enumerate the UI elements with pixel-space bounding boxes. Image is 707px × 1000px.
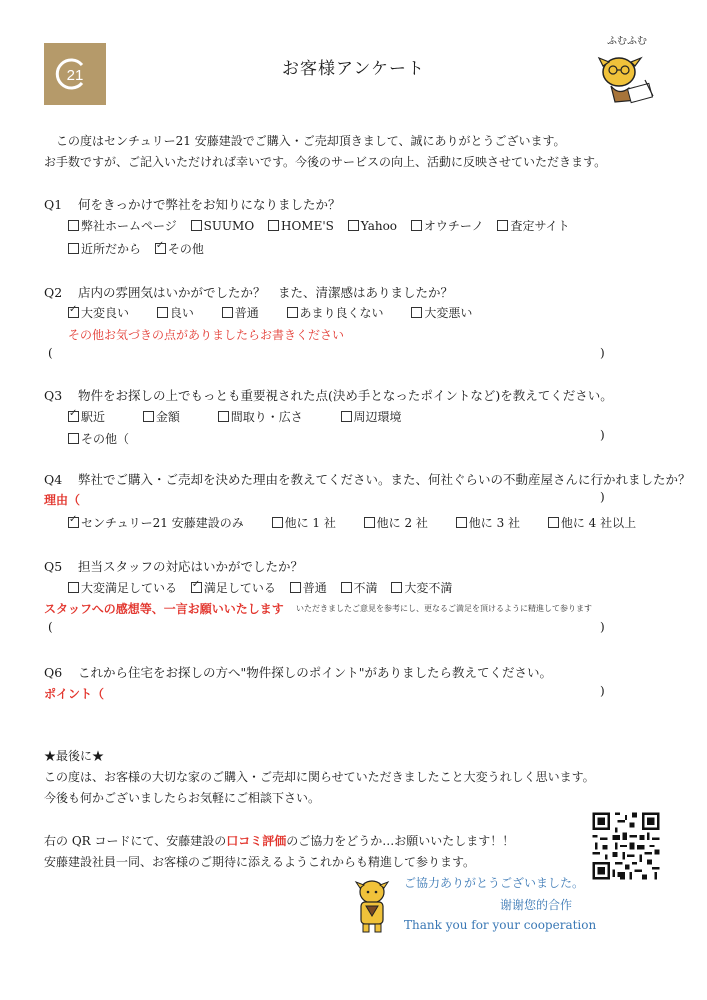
closing-line-4: 安藤建設社員一同、お客様のご期待に添えるようこれからも精進して参ります。 bbox=[44, 855, 476, 869]
q2-option-good[interactable]: 良い bbox=[157, 304, 194, 321]
closing-message bbox=[44, 746, 664, 873]
q5-close-paren: ) bbox=[600, 620, 605, 634]
checkbox[interactable] bbox=[548, 517, 559, 528]
q4-close-paren: ) bbox=[600, 490, 605, 504]
q2-open-paren: ( bbox=[48, 346, 53, 360]
checkbox-checked[interactable] bbox=[68, 517, 79, 528]
q1-option-suumo[interactable]: SUUMO bbox=[191, 219, 255, 233]
closing-line-1: この度は、お客様の大切な家のご購入・ご売却に関らせていただきましたこと大変うれしく思います。 bbox=[44, 770, 595, 784]
q2-option-very-bad[interactable]: 大変悪い bbox=[411, 304, 472, 321]
q5-comment-field[interactable] bbox=[60, 618, 595, 636]
q1-text: 何をきっかけで弊社をお知りになりましたか？ bbox=[78, 197, 341, 212]
checkbox[interactable] bbox=[290, 582, 301, 593]
q4-options bbox=[68, 514, 646, 531]
q3-question bbox=[44, 386, 613, 404]
closing-line-3: 右の QR コードにて、安藤建設の口コミ評価のご協力をどうか…お願いいたします！！ bbox=[44, 834, 515, 848]
q2-option-very-good[interactable]: ✓大変良い bbox=[68, 304, 129, 321]
q2-number: Q2 bbox=[44, 285, 63, 300]
q1-option-satei[interactable]: 査定サイト bbox=[497, 217, 569, 234]
checkbox[interactable] bbox=[411, 307, 422, 318]
q3-number: Q3 bbox=[44, 388, 63, 403]
checkbox[interactable] bbox=[222, 307, 233, 318]
svg-text:ふむふむ: ふむふむ bbox=[607, 36, 647, 47]
q4-option-4plus[interactable]: 他に 4 社以上 bbox=[548, 514, 636, 531]
checkbox[interactable] bbox=[341, 411, 352, 422]
q1-option-nearby[interactable]: 近所だから bbox=[68, 240, 141, 257]
checkbox[interactable] bbox=[348, 220, 359, 231]
q5-question bbox=[44, 557, 303, 575]
q2-close-paren: ) bbox=[600, 346, 605, 360]
q1-number: Q1 bbox=[44, 197, 63, 212]
q6-close-paren: ) bbox=[600, 684, 605, 698]
q5-number: Q5 bbox=[44, 559, 63, 574]
thanks-english: Thank you for your cooperation bbox=[404, 918, 597, 932]
q3-text: 物件をお探しの上でもっとも重要視された点(決め手となったポイントなど)を教えてください。 bbox=[78, 388, 613, 403]
checkbox[interactable] bbox=[287, 307, 298, 318]
q2-comment-field[interactable] bbox=[60, 344, 595, 362]
q3-option-station[interactable]: ✓駅近 bbox=[68, 408, 105, 425]
intro-text bbox=[44, 131, 664, 173]
q5-option-very-unsatisfied[interactable]: 大変不満 bbox=[391, 579, 452, 596]
q4-question bbox=[44, 470, 691, 488]
q1-question bbox=[44, 195, 341, 213]
mascot-bowing-icon bbox=[350, 878, 394, 934]
q2-options bbox=[68, 304, 482, 321]
q1-option-homepage[interactable]: 弊社ホームページ bbox=[68, 217, 177, 234]
q5-option-unsatisfied[interactable]: 不満 bbox=[341, 579, 378, 596]
page-title: お客様アンケート bbox=[282, 59, 425, 79]
checkbox-checked[interactable] bbox=[68, 307, 79, 318]
q6-question bbox=[44, 663, 552, 681]
q3-option-price[interactable]: 金額 bbox=[143, 408, 180, 425]
q5-option-very-satisfied[interactable]: 大変満足している bbox=[68, 579, 177, 596]
q1-options-row1 bbox=[68, 217, 580, 234]
checkbox[interactable] bbox=[391, 582, 402, 593]
q5-text: 担当スタッフの対応はいかがでしたか？ bbox=[78, 559, 304, 574]
intro-line-1: この度はセンチュリー21 安藤建設でご購入・ご売却頂きまして、誠にありがとうございます。 bbox=[56, 134, 566, 148]
q1-option-homes[interactable]: HOME'S bbox=[268, 219, 334, 233]
q5-open-paren: ( bbox=[48, 620, 53, 634]
mascot-reading-icon bbox=[585, 30, 665, 110]
checkbox[interactable] bbox=[341, 582, 352, 593]
q4-option-only-us[interactable]: ✓センチュリー21 安藤建設のみ bbox=[68, 514, 244, 531]
checkbox[interactable] bbox=[364, 517, 375, 528]
q5-option-satisfied[interactable]: ✓ 満足している bbox=[191, 579, 276, 596]
q1-options-row2 bbox=[68, 240, 214, 257]
q3-close-paren: ) bbox=[600, 428, 605, 442]
checkbox[interactable] bbox=[268, 220, 279, 231]
q3-options bbox=[68, 408, 412, 425]
q5-small-note: いただきましたご意見を参考にし、更なるご満足を頂けるように精進して参ります bbox=[296, 604, 592, 613]
q6-point-field[interactable] bbox=[110, 683, 595, 701]
checkbox-checked[interactable] bbox=[68, 411, 79, 422]
checkbox[interactable] bbox=[68, 433, 79, 444]
checkbox-checked[interactable] bbox=[155, 243, 166, 254]
q2-note: その他お気づきの点がありましたらお書きください bbox=[68, 328, 345, 342]
q6-text: これから住宅をお探しの方へ"物件探しのポイント"がありましたら教えてください。 bbox=[78, 665, 553, 680]
q3-option-other[interactable]: その他（ bbox=[68, 430, 129, 447]
closing-line-2: 今後も何かございましたらお気軽にご相談下さい。 bbox=[44, 791, 321, 805]
checkbox[interactable] bbox=[68, 582, 79, 593]
q5-options bbox=[68, 579, 462, 596]
checkbox[interactable] bbox=[68, 243, 79, 254]
q1-option-yahoo[interactable]: Yahoo bbox=[348, 219, 397, 233]
q2-text: 店内の雰囲気はいかがでしたか？ また、清潔感はありましたか？ bbox=[78, 285, 454, 300]
thanks-japanese: ご協力ありがとうございました。 bbox=[404, 876, 585, 890]
checkbox[interactable] bbox=[272, 517, 283, 528]
q4-option-3[interactable]: 他に 3 社 bbox=[456, 514, 520, 531]
q1-option-other[interactable]: ✓ その他 bbox=[155, 240, 204, 257]
checkbox[interactable] bbox=[191, 220, 202, 231]
q5-option-normal[interactable]: 普通 bbox=[290, 579, 327, 596]
q4-text: 弊社でご購入・ご売却を決めた理由を教えてください。また、何社ぐらいの不動産屋さんに行かれましたか？ bbox=[78, 472, 691, 487]
q2-option-not-good[interactable]: あまり良くない bbox=[287, 304, 384, 321]
q4-number: Q4 bbox=[44, 472, 63, 487]
q4-option-2[interactable]: 他に 2 社 bbox=[364, 514, 428, 531]
q6-number: Q6 bbox=[44, 665, 63, 680]
closing-heading: ★最後に★ bbox=[44, 749, 105, 763]
checkbox[interactable] bbox=[143, 411, 154, 422]
checkbox[interactable] bbox=[157, 307, 168, 318]
q4-reason-label: 理由（ bbox=[44, 493, 81, 507]
checkbox[interactable] bbox=[411, 220, 422, 231]
checkbox[interactable] bbox=[497, 220, 508, 231]
q4-option-1[interactable]: 他に 1 社 bbox=[272, 514, 336, 531]
q2-option-normal[interactable]: 普通 bbox=[222, 304, 259, 321]
q4-reason-field[interactable] bbox=[90, 489, 595, 507]
q1-option-ouchino[interactable]: オウチーノ bbox=[411, 217, 484, 234]
checkbox-checked[interactable] bbox=[191, 582, 202, 593]
q2-question bbox=[44, 283, 453, 301]
q6-point-label: ポイント（ bbox=[44, 687, 105, 701]
q5-note: スタッフへの感想等、一言お願いいたします bbox=[44, 602, 284, 616]
checkbox[interactable] bbox=[68, 220, 79, 231]
intro-line-2: お手数ですが、ご記入いただければ幸いです。今後のサービスの向上、活動に反映させていただきます。 bbox=[44, 155, 607, 169]
svg-text:21: 21 bbox=[66, 67, 84, 84]
q3-option-surroundings[interactable]: 周辺環境 bbox=[341, 408, 402, 425]
q3-other-row bbox=[68, 430, 139, 447]
thanks-chinese: 谢谢您的合作 bbox=[500, 898, 573, 912]
checkbox[interactable] bbox=[456, 517, 467, 528]
qr-code-icon[interactable] bbox=[590, 810, 662, 882]
q3-option-layout[interactable]: 間取り・広さ bbox=[218, 408, 303, 425]
checkbox[interactable] bbox=[218, 411, 229, 422]
